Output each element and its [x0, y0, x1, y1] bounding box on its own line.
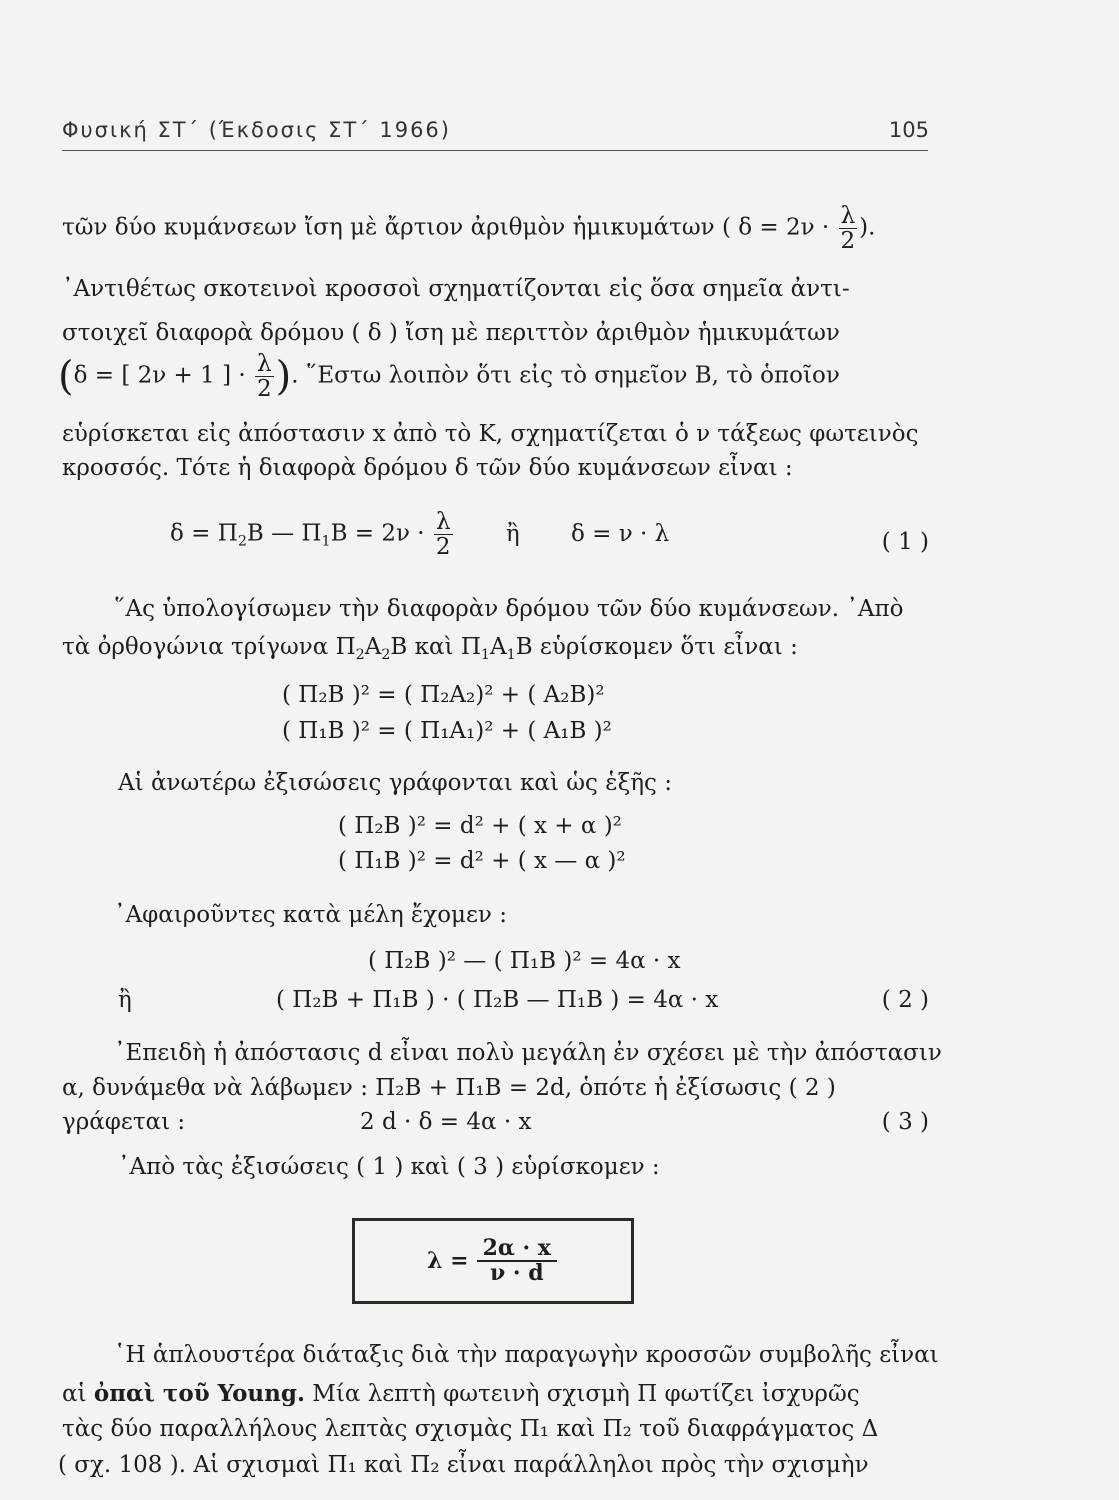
equation-pythagoras-1: ( Π₂Β )² = ( Π₂Α₂)² + ( Α₂Β)² — [282, 682, 605, 708]
text-segment: Μία λεπτὴ φωτεινὴ σχισμὴ Π φωτίζει ἰσχυρῶς — [312, 1381, 860, 1407]
fraction-denominator: 2 — [257, 376, 272, 403]
text-segment: Β καὶ Π — [390, 634, 481, 660]
equation-difference: ( Π₂Β )² — ( Π₁Β )² = 4α · x — [368, 948, 681, 974]
text-line: ῞Ας ὑπολογίσωμεν τὴν διαφορὰν δρόμου τῶν δύο κυμάνσεων. ᾿Απὸ — [114, 596, 904, 622]
math-segment: δ = ν · λ — [570, 520, 670, 547]
text-segment: τῶν δύο κυμάνσεων ἴση μὲ ἄρτιον ἀριθμὸν ἡμικυμάτων ( δ = 2ν · — [62, 214, 830, 241]
text-line: ᾿Αφαιροῦντες κατὰ μέλη ἔχομεν : — [114, 902, 507, 928]
header-rule — [62, 150, 928, 151]
text-line — [62, 1380, 860, 1407]
text-line: ( σχ. 108 ). Αἱ σχισμαὶ Π₁ καὶ Π₂ εἶναι παράλληλοι πρὸς τὴν σχισμὴν — [58, 1452, 869, 1478]
text-line — [62, 634, 798, 663]
equation-substituted-1: ( Π₂Β )² = d² + ( x + α )² — [338, 813, 622, 839]
text-line: στοιχεῖ διαφορὰ δρόμου ( δ ) ἴση μὲ περιττὸν ἀριθμὸν ἡμικυμάτων — [62, 320, 840, 346]
math-segment: Β = 2ν · — [330, 520, 425, 547]
text-line: ᾿Απὸ τὰς ἐξισώσεις ( 1 ) καὶ ( 3 ) εὑρίσκομεν : — [118, 1154, 660, 1180]
equation-label-2: ( 2 ) — [881, 987, 929, 1013]
text-segment: Α — [364, 634, 382, 660]
text-line: Αἱ ἀνωτέρω ἐξισώσεις γράφονται καὶ ὡς ἑξῆς : — [118, 770, 672, 796]
fraction — [255, 352, 274, 401]
text-segment: δ = [ 2ν + 1 ] · — [73, 362, 246, 389]
text-or: ἢ — [118, 987, 132, 1013]
subscript: 2 — [381, 646, 391, 663]
equation-pythagoras-2: ( Π₁Β )² = ( Π₁Α₁)² + ( Α₁Β )² — [282, 718, 612, 744]
fraction-denominator: 2 — [840, 228, 856, 255]
text-segment: Β εὑρίσκομεν ὅτι εἶναι : — [515, 634, 798, 660]
text-line — [62, 204, 875, 253]
result-lhs: λ = — [427, 1248, 469, 1274]
text-segment: Α — [490, 634, 507, 660]
fraction — [434, 510, 453, 559]
text-segment: ). — [859, 214, 876, 241]
text-segment: . ῞Εστω λοιπὸν ὅτι εἰς τὸ σημεῖον Β, τὸ ὁποῖον — [291, 362, 840, 389]
page-number: 105 — [888, 118, 929, 142]
result-box — [352, 1218, 634, 1304]
equation-substituted-2: ( Π₁Β )² = d² + ( x — α )² — [338, 848, 626, 874]
equation-3: 2 d · δ = 4α · x — [360, 1109, 532, 1135]
subscript: 2 — [355, 646, 365, 663]
bold-term: ὀπαὶ τοῦ Young. — [93, 1380, 305, 1407]
text-line: εὑρίσκεται εἰς ἀπόστασιν x ἀπὸ τὸ Κ, σχηματίζεται ὁ ν τάξεως φωτεινὸς — [62, 421, 919, 447]
math-segment: δ = Π — [170, 520, 238, 547]
fraction-numerator: λ — [839, 204, 858, 229]
math-segment: Β — Π — [246, 520, 322, 547]
subscript: 2 — [237, 533, 247, 550]
equation-label-3: ( 3 ) — [881, 1109, 929, 1135]
equation-1 — [170, 510, 669, 559]
text-line: ᾿Αντιθέτως σκοτεινοὶ κροσσοὶ σχηματίζονται εἰς ὅσα σημεῖα ἀντι- — [62, 276, 850, 302]
fraction-numerator: λ — [434, 510, 453, 535]
subscript: 1 — [480, 646, 490, 663]
text-line — [58, 352, 840, 401]
subscript: 1 — [321, 533, 331, 550]
equation-factored: ( Π₂Β + Π₁Β ) · ( Π₂Β — Π₁Β ) = 4α · x — [276, 987, 719, 1013]
text-segment: τὰ ὀρθογώνια τρίγωνα Π — [62, 634, 356, 660]
text-line: α, δυνάμεθα νὰ λάβωμεν : Π₂Β + Π₁Β = 2d, ὁπότε ἡ ἐξίσωσις ( 2 ) — [62, 1075, 836, 1101]
text-segment: αἱ — [62, 1381, 87, 1407]
fraction-numerator: λ — [255, 352, 274, 377]
math-segment: ἢ — [505, 520, 520, 547]
equation-label-1: ( 1 ) — [881, 529, 929, 555]
fraction-denominator: 2 — [435, 534, 451, 561]
parenthesis: ( — [58, 353, 74, 400]
text-line: κροσσός. Τότε ἡ διαφορὰ δρόμου δ τῶν δύο κυμάνσεων εἶναι : — [62, 455, 793, 481]
fraction-denominator: ν · d — [489, 1260, 544, 1286]
text-line: τὰς δύο παραλλήλους λεπτὰς σχισμὰς Π₁ καὶ Π₂ τοῦ διαφράγματος Δ — [62, 1416, 879, 1442]
parenthesis: ) — [275, 353, 292, 400]
running-title: Φυσική ΣΤ΄ (Έκδοσις ΣΤ΄ 1966) — [62, 118, 451, 142]
result-fraction — [477, 1234, 557, 1286]
fraction — [839, 204, 858, 253]
subscript: 1 — [506, 646, 516, 663]
fraction-numerator: 2α · x — [477, 1237, 557, 1262]
text-line: ῾Η ἁπλουστέρα διάταξις διὰ τὴν παραγωγὴν κροσσῶν συμβολῆς εἶναι — [114, 1342, 939, 1368]
text-line: γράφεται : — [62, 1109, 186, 1135]
text-line: ᾿Επειδὴ ἡ ἀπόστασις d εἶναι πολὺ μεγάλη ἐν σχέσει μὲ τὴν ἀπόστασιν — [114, 1040, 942, 1066]
